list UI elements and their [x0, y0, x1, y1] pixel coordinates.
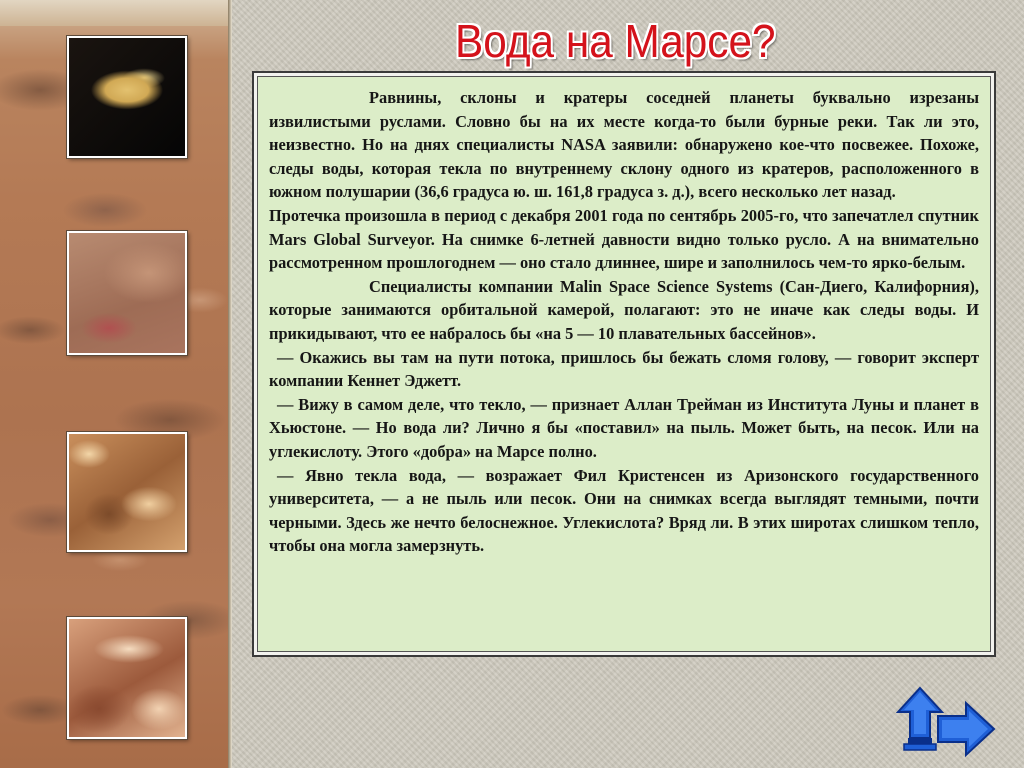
- strip-divider: [228, 0, 232, 768]
- slide-title: Вода на Марсе?: [455, 15, 776, 67]
- paragraph-6: — Явно текла вода, — возражает Фил Кристенсен из Аризонского государственного университета, — а не пыль или песок. Они на снимках всегда выглядят темными, почти черными. Здесь же нечто белоснежное. Углекислота? Вряд ли. В этих широтах слишком тепло, чтобы она могла замерзнуть.: [269, 465, 979, 556]
- article-text: [257, 76, 991, 652]
- arrow-right-icon: [934, 700, 996, 758]
- mars-photo-3: [67, 432, 187, 552]
- mars-photo-4: [67, 617, 187, 739]
- paragraph-4: — Окажись вы там на пути потока, пришлось бы бежать сломя голову, — говорит эксперт компании Кеннет Эджетт.: [269, 347, 979, 391]
- text-frame: [252, 71, 996, 657]
- paragraph-3: Специалисты компании Malin Space Science Systems (Сан-Диего, Калифорния), которые занимаются орбитальной камерой, полагают: это не иначе как следы воды. И прикидывают, что ее набралось бы «на 5 — 10 плавательных бассейнов».: [269, 276, 979, 343]
- paragraph-1: Равнины, склоны и кратеры соседней планеты буквально изрезаны извилистыми руслами. Словно бы на их месте когда-то были бурные реки. Так ли это, неизвестно. Но на днях специалисты NASA заявили: обнаружено кое-что посвежее. Похоже, следы воды, которая текла по внутреннему склону одного из кратеров, расположенного в южном полушарии (36,6 градуса ю. ш. 161,8 градуса з. д.), всего несколько лет назад.: [269, 88, 979, 202]
- paragraph-2: Протечка произошла в период с декабря 2001 года по сентябрь 2005-го, что запечатлел спутник Mars Global Surveyor. На снимке 6-летней давности видно только русло. А на внимательно рассмотренном прошлогоднем — оно стало длиннее, шире и заполнилось чем-то ярко-белым.: [269, 205, 979, 273]
- paragraph-5: — Вижу в самом деле, что текло, — признает Аллан Трейман из Института Луны и планет в Хьюстоне. — Но вода ли? Лично я бы «поставил» на пыль. Может быть, на песок. Или на углекислоту. Этого «добра» на Марсе полно.: [269, 394, 979, 461]
- mars-photo-1: [67, 36, 187, 158]
- mars-sky: [0, 0, 232, 26]
- nav-next-button[interactable]: [934, 700, 996, 758]
- mars-photo-2: [67, 231, 187, 355]
